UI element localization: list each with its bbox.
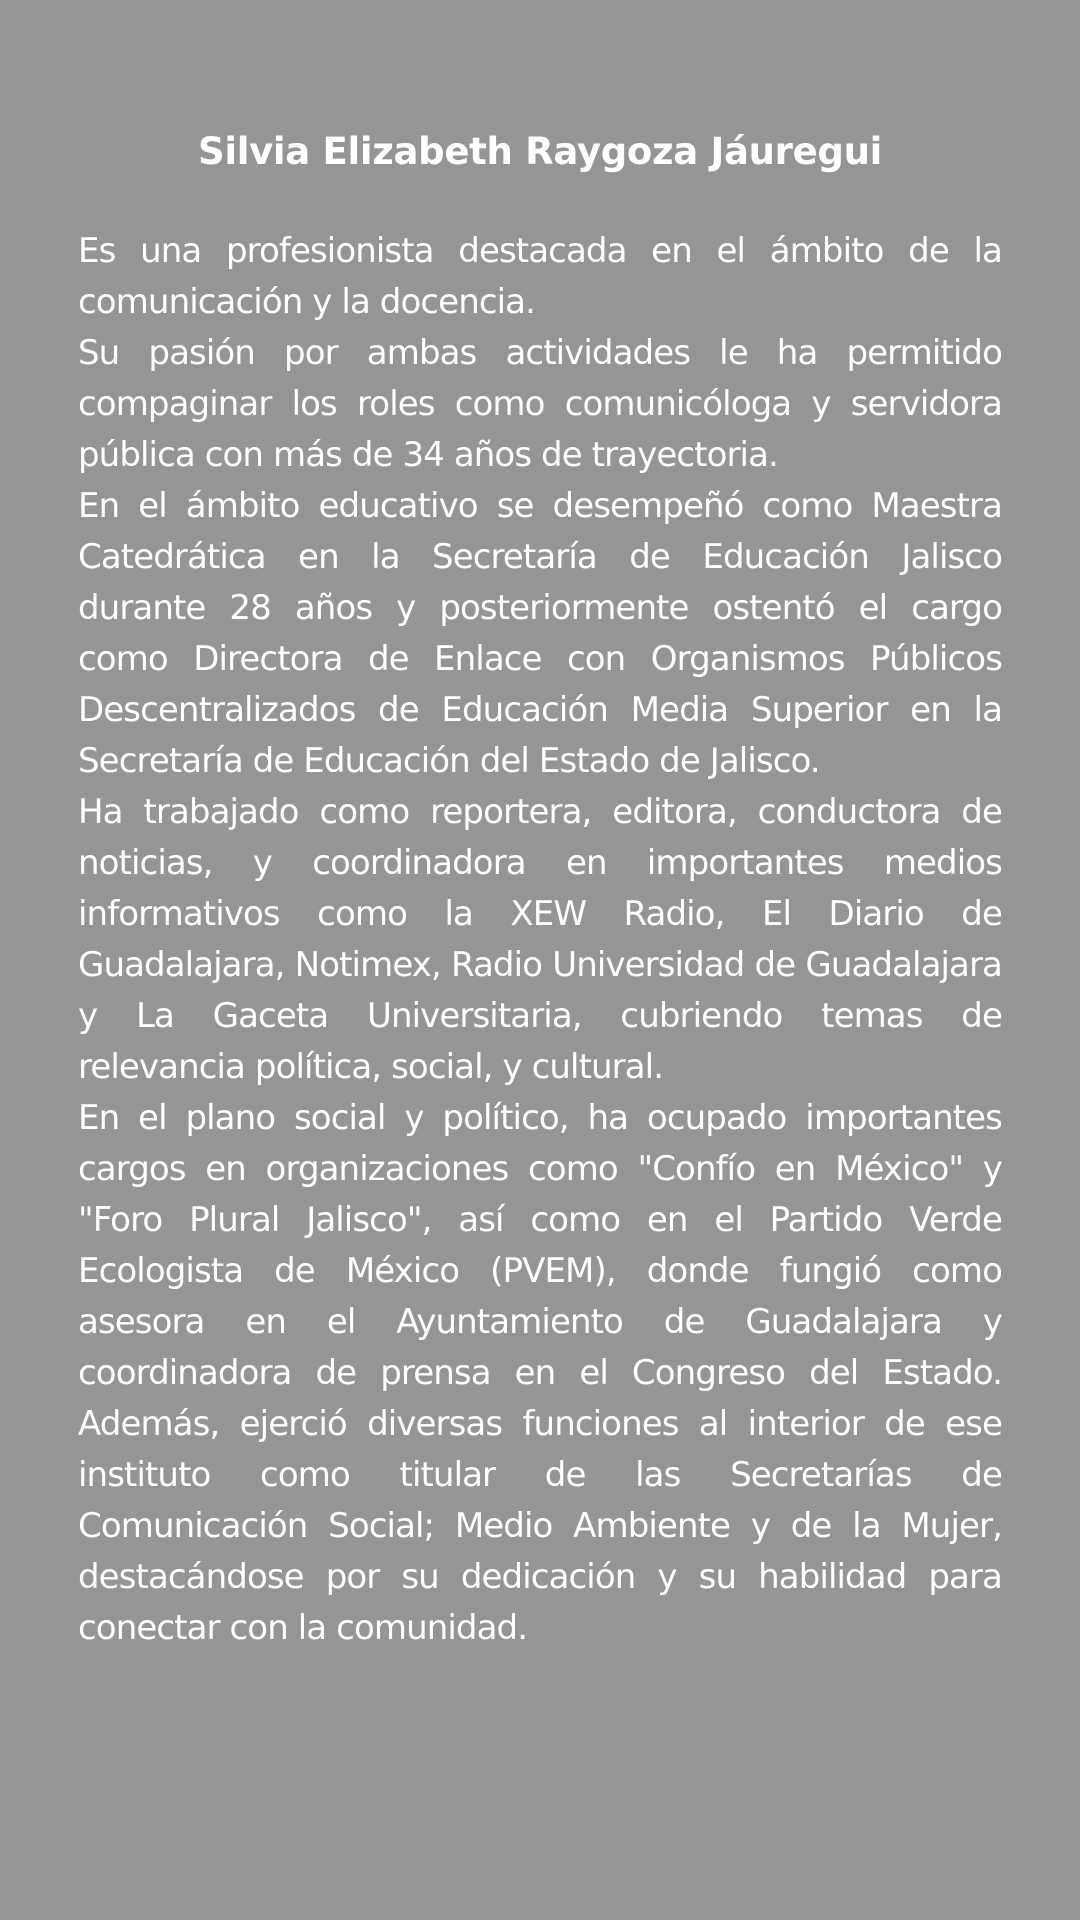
bio-text (78, 226, 1002, 1654)
page-title: Silvia Elizabeth Raygoza Jáuregui (197, 130, 883, 173)
bio-paragraph-politics: En el plano social y político, ha ocupado importantes cargos en organizaciones como "Confío en México" y "Foro Plural Jalisco", así como en el Partido Verde Ecologista de México (PVEM), donde fungió como asesora en el Ayuntamiento de Guadalajara y coordinadora de prensa en el Congreso del Estado. Además, ejerció diversas funciones al interior de ese instituto como titular de las Secretarías de Comunicación Social; Medio Ambiente y de la Mujer, destacándose por su dedicación y su habilidad para conectar con la comunidad. (78, 1098, 1002, 1648)
bio-paragraph-career: Su pasión por ambas actividades le ha permitido compaginar los roles como comunicóloga y servidora pública con más de 34 años de trayectoria. (78, 333, 1002, 475)
bio-paragraph-intro: Es una profesionista destacada en el ámbito de la comunicación y la docencia. (78, 231, 1002, 322)
bio-paragraph-media: Ha trabajado como reportera, editora, conductora de noticias, y coordinadora en importantes medios informativos como la XEW Radio, El Diario de Guadalajara, Notimex, Radio Universidad de Guadalajara y La Gaceta Universitaria, cubriendo temas de relevancia política, social, y cultural. (78, 792, 1002, 1087)
bio-paragraph-education: En el ámbito educativo se desempeñó como Maestra Catedrática en la Secretaría de Educación Jalisco durante 28 años y posteriormente ostentó el cargo como Directora de Enlace con Organismos Públicos Descentralizados de Educación Media Superior en la Secretaría de Educación del Estado de Jalisco. (78, 486, 1002, 781)
